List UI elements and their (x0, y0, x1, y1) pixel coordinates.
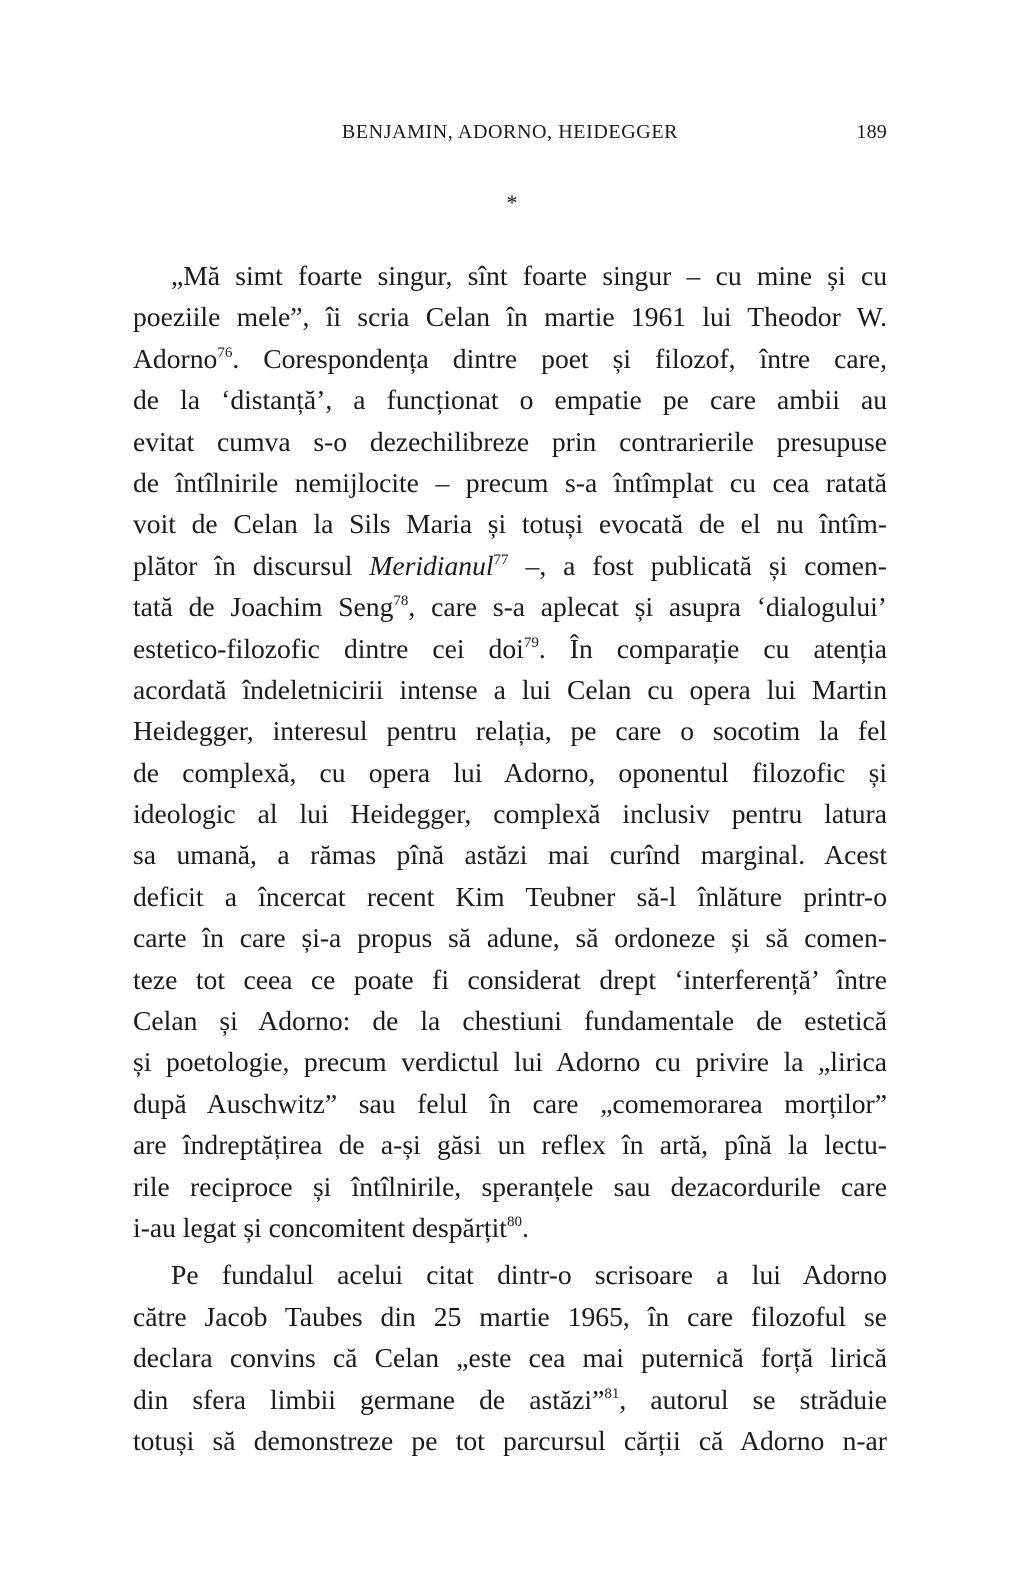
text-line: Pe fundalul acelui citat dintr-o scrisoare a lui Adorno (171, 1259, 887, 1291)
text-line: poeziile mele”, îi scria Celan în martie 1961 lui Theodor W. (133, 301, 887, 333)
footnote-ref-80: 80 (506, 1213, 522, 1230)
text-line: totuși să demonstreze pe tot parcursul cărții că Adorno n-ar (133, 1424, 887, 1456)
text-line: Adorno$^{76}$. Corespondența dintre poet și filozof, între care, (133, 342, 887, 374)
text-line: către Jacob Taubes din 25 martie 1965, în care filozoful se (133, 1300, 887, 1332)
paragraph-1 (133, 255, 887, 1248)
text-line: ideologic al lui Heidegger, complexă inclusiv pentru latura (133, 798, 887, 830)
text-line: i-au legat și concomitent despărțit$^{80}$. (133, 1211, 529, 1243)
text-line: deficit a încercat recent Kim Teubner să-l înlăture printr-o (133, 880, 887, 912)
text-line: are îndreptățirea de a-și găsi un reflex în artă, pînă la lectu- (133, 1129, 887, 1161)
footnote-ref-78: 78 (393, 593, 409, 610)
text-line: Celan și Adorno: de la chestiuni fundamentale de estetică (133, 1005, 887, 1037)
italic-title-meridianul: Meridianul (369, 549, 494, 581)
text-line: Heidegger, interesul pentru relația, pe care o socotim la fel (133, 715, 887, 747)
text-line: de la ‘distanță’, a funcționat o empatie pe care ambii au (133, 384, 887, 416)
text-line: „Mă simt foarte singur, sînt foarte singur – cu mine și cu (171, 260, 887, 291)
text-line: voit de Celan la Sils Maria și totuși evocată de el nu întîm- (133, 508, 887, 540)
text-line: acordată îndeletnicirii intense a lui Celan cu opera lui Martin (133, 673, 887, 705)
section-separator: * (506, 190, 518, 215)
text-line: tată de Joachim Seng$^{78}$, care s-a aplecat și asupra ‘dialogului’ (133, 591, 887, 623)
running-header (133, 121, 887, 151)
page-number: 189 (856, 121, 887, 143)
text-line: din sfera limbii germane de astăzi”$^{81}$, autorul se străduie (133, 1383, 888, 1415)
text-line: declara convins că Celan „este cea mai puternică forță lirică (133, 1342, 887, 1374)
running-title: BENJAMIN, ADORNO, HEIDEGGER (341, 121, 679, 143)
text-line: plător în discursul Meridianul$^{77}$ –, a fost publicată și comen- (133, 549, 887, 581)
text-line: carte în care și-a propus să adune, să ordoneze și să comen- (133, 922, 887, 954)
text-line: și poetologie, precum verdictul lui Adorno cu privire la „lirica (133, 1046, 887, 1078)
footnote-ref-76: 76 (217, 344, 233, 361)
text-line: evitat cumva s-o dezechilibreze prin contrarierile presupuse (133, 425, 887, 457)
text-line: rile reciproce și întîlnirile, speranțele sau dezacordurile care (133, 1170, 887, 1202)
text-line: sa umană, a rămas pînă astăzi mai curînd marginal. Acest (133, 839, 887, 871)
text-line: teze tot ceea ce poate fi considerat drept ‘interferență’ între (133, 963, 887, 995)
text-line: de întîlnirile nemijlocite – precum s-a întîmplat cu cea ratată (133, 466, 887, 498)
footnote-ref-79: 79 (523, 634, 539, 651)
text-line: de complexă, cu opera lui Adorno, oponentul filozofic și (133, 756, 887, 788)
text-line: estetico-filozofic dintre cei doi$^{79}$. În comparație cu atenția (133, 632, 887, 664)
paragraph-2 (133, 1254, 887, 1461)
footnote-ref-81: 81 (604, 1385, 620, 1402)
body-text (133, 255, 887, 1461)
footnote-ref-77: 77 (493, 551, 509, 568)
text-line: după Auschwitz” sau felul în care „comemorarea morților” (133, 1087, 887, 1119)
